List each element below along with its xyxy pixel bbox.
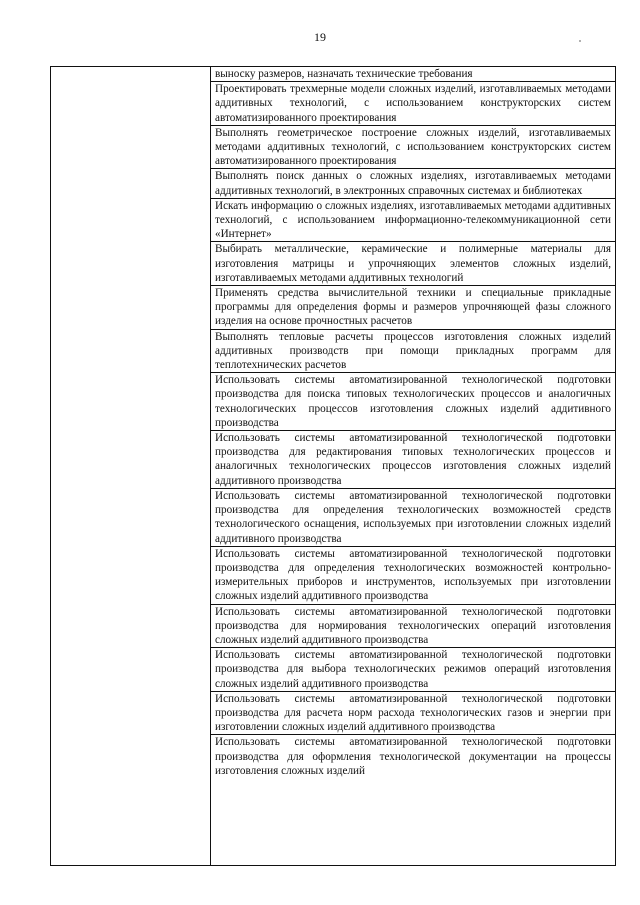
list-item: Использовать системы автоматизированной технологической подготовки производства для оформления технологической документации на процессы изготовления сложных изделий	[215, 736, 611, 777]
list-item: выноску размеров, назначать технические требования	[211, 67, 615, 82]
list-item: Выбирать металлические, керамические и полимерные материалы для изготовления матрицы и упрочняющих элементов сложных изделий, изготавливаемых методами аддитивных технологий	[211, 242, 615, 286]
list-item: Использовать системы автоматизированной технологической подготовки производства для нормирования технологических операций изготовления сложных изделий аддитивного производства	[211, 605, 615, 649]
list-item: Использовать системы автоматизированной технологической подготовки производства для редактирования типовых технологических процессов и аналогичных технологических процессов изготовления сложных изделий аддитивного производства	[211, 431, 615, 489]
right-column-cell	[211, 67, 616, 866]
table-row	[51, 67, 616, 866]
list-item: Выполнять поиск данных о сложных изделиях, изготавливаемых методами аддитивных технологий, в электронных справочных системах и библиотеках	[211, 169, 615, 198]
list-item: Выполнять тепловые расчеты процессов изготовления сложных изделий аддитивных производств при помощи прикладных программ для теплотехнических расчетов	[211, 330, 615, 374]
entries-list	[211, 67, 615, 778]
list-item: Использовать системы автоматизированной технологической подготовки производства для выбора технологических режимов операций изготовления сложных изделий аддитивного производства	[211, 648, 615, 692]
scan-speck	[579, 40, 581, 42]
list-item: Проектировать трехмерные модели сложных изделий, изготавливаемых методами аддитивных технологий, с использованием конструкторских систем автоматизированного проектирования	[211, 82, 615, 126]
list-item: Применять средства вычислительной техники и специальные прикладные программы для определения формы и размеров упрочняющей фазы сложного изделия на основе прочностных расчетов	[211, 286, 615, 330]
list-item: Выполнять геометрическое построение сложных изделий, изготавливаемых методами аддитивных технологий, с использованием конструкторских систем автоматизированного проектирования	[211, 126, 615, 170]
list-item: Использовать системы автоматизированной технологической подготовки производства для определения технологических возможностей контрольно-измерительных приборов и инструментов, используемых при изготовлении сложных изделий аддитивного производства	[211, 547, 615, 605]
list-item: Использовать системы автоматизированной технологической подготовки производства для поиска типовых технологических процессов и аналогичных технологических процессов изготовления сложных изделий аддитивного производства	[211, 373, 615, 431]
page-number: 19	[314, 30, 326, 44]
skills-table	[50, 66, 616, 866]
list-item: Использовать системы автоматизированной технологической подготовки производства для определения технологических возможностей средств технологического оснащения, используемых при изготовлении сложных изделий аддитивного производства	[211, 489, 615, 547]
list-item: Использовать системы автоматизированной технологической подготовки производства для расчета норм расхода технологических газов и энергии при изготовлении сложных изделий аддитивного производства	[211, 692, 615, 736]
list-item: Искать информацию о сложных изделиях, изготавливаемых методами аддитивных технологий, с использованием информационно-телекоммуникационной сети «Интернет»	[211, 199, 615, 243]
left-column-cell	[51, 67, 211, 866]
